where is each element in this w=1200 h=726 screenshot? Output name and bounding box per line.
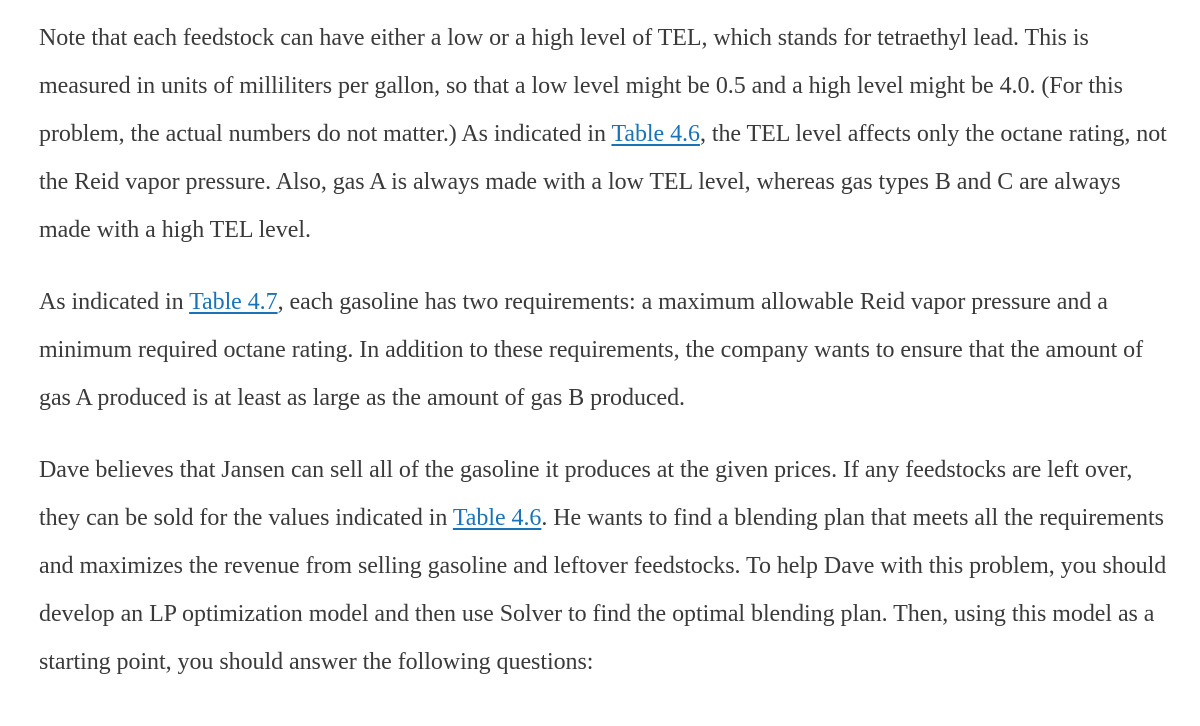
paragraph-text: Note that each feedstock can have either a low or a high level of TEL, which stands for tetraethyl lead. This is measured in units of milliliters per gallon, so that a low level might be 0.5 and a high level might be 4.0. (For this problem, the actual numbers do not matter.) As indicated in (39, 25, 1123, 147)
paragraph-text: Dave believes that Jansen can sell all of the gasoline it produces at the given prices. If any feedstocks are left over, they can be sold for the values indicated in (39, 457, 1133, 531)
paragraph-requirements (39, 278, 1174, 422)
paragraph-text: As indicated in (39, 289, 190, 315)
paragraph-text: , each gasoline has two requirements: a maximum allowable Reid vapor pressure and a minimum required octane rating. In addition to these requirements, the company wants to ensure that the amount of gas A produced is at least as large as the amount of gas B produced. (39, 289, 1144, 411)
table-4-6-link[interactable]: Table 4.6 (452, 505, 542, 531)
paragraph-text: . He wants to find a blending plan that meets all the requirements and maximizes the revenue from selling gasoline and leftover feedstocks. To help Dave with this problem, you should develop an LP optimization model and then use Solver to find the optimal blending plan. Then, using this model as a starting point, you should answer the following questions: (39, 505, 1167, 675)
paragraph-text: , the TEL level affects only the octane rating, not the Reid vapor pressure. Also, gas A is always made with a low TEL level, whereas gas types B and C are always made with a high TEL level. (39, 121, 1167, 243)
document-body (39, 14, 1174, 686)
table-4-6-link[interactable]: Table 4.6 (611, 121, 700, 147)
paragraph-blending-plan (39, 446, 1174, 686)
table-4-7-link[interactable]: Table 4.7 (189, 289, 278, 315)
paragraph-tel-level (39, 14, 1174, 254)
